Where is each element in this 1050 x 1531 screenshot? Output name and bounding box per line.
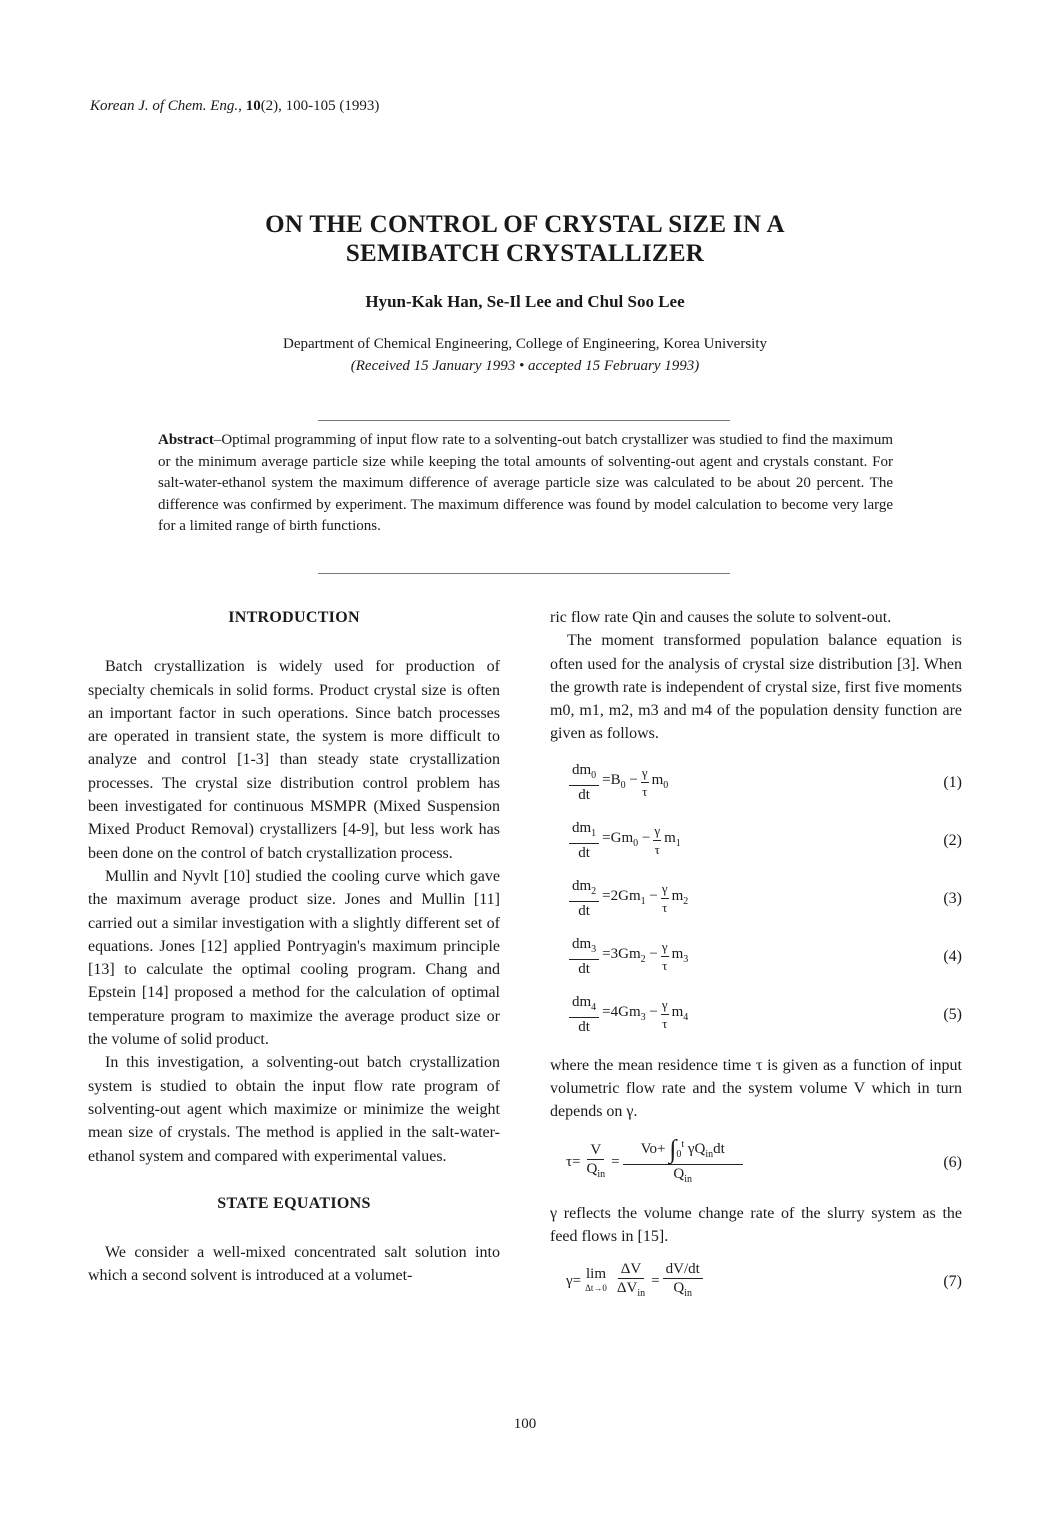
paragraph: ric flow rate Qin and causes the solute to solvent-out. [550,609,892,626]
page-number: 100 [513,1416,537,1432]
paragraph: The moment transformed population balance equation is often used for the analysis of crystal size distribution [3]. When the growth rate is independent of crystal size, first five moments m0, m1, m2, m3 and m4 of the population density function are given as follows. [550,632,962,743]
right-column [550,606,962,1314]
received-dates: (Received 15 January 1993 • accepted 15 February 1993) [350,358,700,374]
paragraph: In this investigation, a solventing-out batch crystallization system is studied to obtain the input flow rate program of solventing-out agent which maximize or minimize the weight mean size of crystals. The method is applied in the salt-water-ethanol system and compared with experimental values. [88,1054,500,1165]
section-heading-state-equations: STATE EQUATIONS [217,1194,371,1212]
equation-6: τ= $\frac{V}{Q_{in}}$ = $\frac{Vo+ \int_0^t \gamma Q_{in}dt}{Q_{in}}$ (6) [550,1124,962,1202]
paragraph: Mullin and Nyvlt [10] studied the cooling curve which gave the maximum average product size. Jones and Mullin [11] carried out a similar investigation with a slightly different set of equations. Jones [12] applied Pontryagin's maximum principle [13] to calculate the optimal cooling program. Chang and Epstein [14] proposed a method for the calculation of optimal temperature program to maximize the average product size or the volume of solid product. [88,867,500,1049]
equation-number: (7) [943,1272,962,1290]
abstract-label: Abstract [158,432,214,448]
paragraph: Batch crystallization is widely used for production of specialty chemicals in solid forms. Product crystal size is often an important factor in such operations. Since batch processes are operated in transient state, the system is more difficult to analyze and control [1-3] than steady state crystallization processes. The crystal size distribution control problem has been investigated for continuous MSMPR (Mixed Suspension Mixed Product Removal) crystallizers [4-9], but less work has been done on the control of batch crystallization process. [88,658,500,862]
equation-1: $\frac{dm_0}{dt}$ $=B_0$ − $\frac{\gamma}{\tau}$ $m_0$ (1) [550,754,962,812]
affiliation-block [150,333,900,377]
abstract [158,430,893,538]
equation-2: $\frac{dm_1}{dt}$ $=Gm_0$ − $\frac{\gamma}{\tau}$ $m_1$ (2) [550,812,962,870]
equation-number: (4) [943,948,962,966]
abstract-top-rule [318,420,730,421]
equation-7: γ= lim Δt→0 $\frac{\Delta V}{\Delta V_{in}}$ = $\frac{dV/dt}{Q_{in}}$ (7) [550,1248,962,1314]
journal-citation [90,98,379,115]
affiliation: Department of Chemical Engineering, College of Engineering, Korea University [282,336,767,352]
left-column [88,606,500,1288]
equation-number: (3) [943,890,962,908]
journal-name: Korean J. of Chem. Eng., [90,98,242,114]
abstract-text: –Optimal programming of input flow rate to a solventing-out batch crystallizer was studied to find the maximum or the minimum average particle size while keeping the total amounts of solventing-out agent and crystals constant. For salt-water-ethanol system the maximum difference of average particle size was calculated to be about 20 percent. The difference was confirmed by experiment. The maximum difference was found by model calculation to become very large for a limited range of birth functions. [158,432,893,534]
equation-number: (5) [943,1006,962,1024]
equation-4: $\frac{dm_3}{dt}$ $=3Gm_2$ − $\frac{\gamma}{\tau}$ $m_3$ (4) [550,928,962,986]
abstract-bottom-rule [318,573,730,574]
equation-number: (2) [943,832,962,850]
journal-volume: 10 [245,98,261,114]
author-list: Hyun-Kak Han, Se-Il Lee and Chul Soo Lee [365,292,685,311]
title-line-2: SEMIBATCH CRYSTALLIZER [345,240,705,267]
paragraph: We consider a well-mixed concentrated salt solution into which a second solvent is introduced at a volumet- [88,1244,500,1285]
equation-number: (6) [943,1154,962,1172]
section-heading-introduction: INTRODUCTION [228,609,360,626]
equation-5: $\frac{dm_4}{dt}$ $=4Gm_3$ − $\frac{\gamma}{\tau}$ $m_4$ (5) [550,986,962,1044]
paragraph: γ reflects the volume change rate of the slurry system as the feed flows in [15]. [550,1204,962,1245]
equation-3: $\frac{dm_2}{dt}$ $=2Gm_1$ − $\frac{\gamma}{\tau}$ $m_2$ (3) [550,870,962,928]
paragraph: where the mean residence time τ is given as a function of input volumetric flow rate and the system volume V which in turn depends on γ. [550,1056,962,1121]
journal-issue-pages: (2), 100-105 (1993) [260,98,380,114]
equation-number: (1) [943,774,962,792]
title-line-1: ON THE CONTROL OF CRYSTAL SIZE IN A [265,211,785,238]
paper-title [130,210,920,268]
